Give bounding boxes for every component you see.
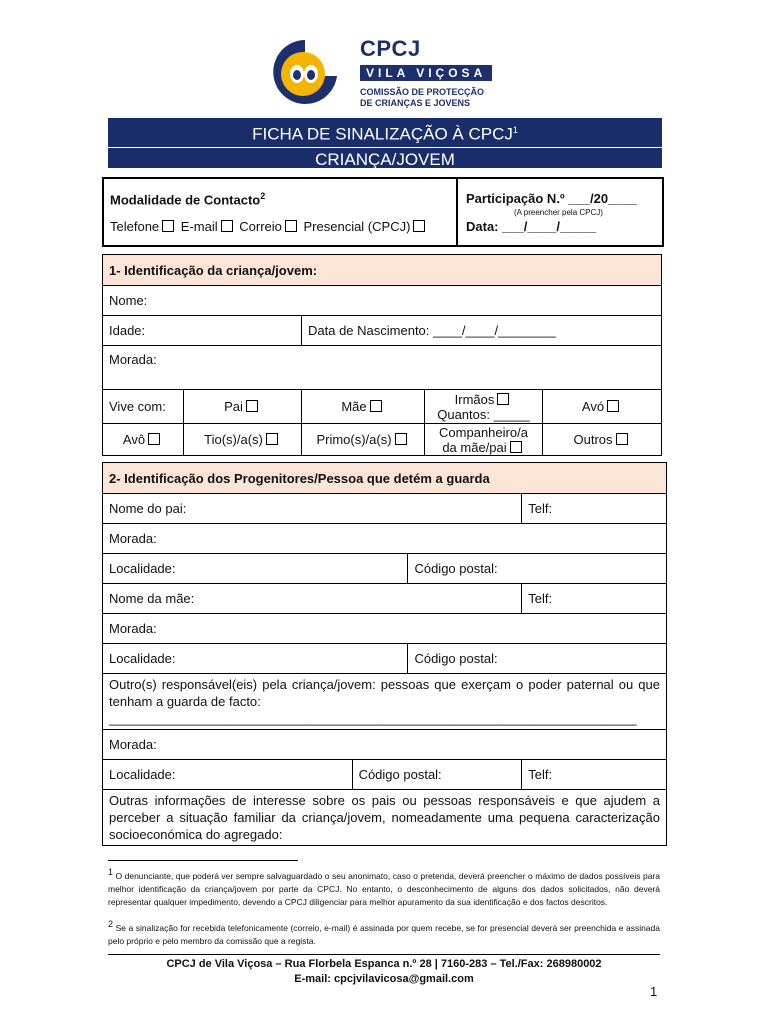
option-presencial-label: Presencial (CPCJ) — [303, 219, 411, 234]
page-footer — [108, 954, 660, 987]
footnote-1: $^1$ O denunciante, que poderá ver sempre salvaguardado o seu anonimato, caso o pretenda, deverá preencher o máximo de dados possíveis para melhor identificação da criança/jovem por parte da CPCJ. No entanto, o desconhecimento de alguns dos dados solicitados, não deverá representar qualquer impedimento, devendo a CPCJ diligenciar para melhor apuramento da sua identificação e dos factos descritos. — [108, 867, 660, 907]
modalidade-label: Modalidade de Contacto$^2$ — [110, 191, 266, 208]
footer-email: E-mail: cpcjvilavicosa@gmail.com — [294, 973, 474, 985]
data-field[interactable]: Data: ___/____/_____ — [466, 219, 597, 234]
data-nascimento-field[interactable]: Data de Nascimento: ____/____/________ — [302, 316, 662, 346]
pai-checkbox[interactable] — [246, 400, 258, 412]
idade-field[interactable]: Idade: — [103, 316, 302, 346]
companheiro-option[interactable]: Companheiro/a da mãe/pai — [425, 424, 543, 456]
cpcj-logo-icon — [265, 36, 345, 106]
section1-header: 1- Identificação da criança/jovem: — [103, 255, 662, 286]
brand-block — [360, 36, 492, 109]
contact-mode — [104, 179, 458, 245]
outros-checkbox[interactable] — [616, 433, 628, 445]
nome-field[interactable]: Nome: — [103, 286, 662, 316]
option-correio-label: Correio — [239, 219, 282, 234]
title-line1: FICHA DE SINALIZAÇÃO À CPCJ$^1$ — [108, 118, 662, 148]
localidade-outros-field[interactable]: Localidade: — [103, 760, 353, 790]
brand-line1: COMISSÃO DE PROTECÇÃO — [360, 87, 485, 97]
participacao-note: (A preencher pela CPCJ) — [514, 208, 603, 217]
tios-option[interactable]: Tio(s)/a(s) — [184, 424, 302, 456]
mae-option[interactable]: Mãe — [302, 390, 425, 424]
avo-f-option[interactable]: Avó — [543, 390, 662, 424]
outras-informacoes-field[interactable]: Outras informações de interesse sobre os pais ou pessoas responsáveis e que ajudem a perceber a situação familiar da criança/jovem, nomeadamente uma pequena caracterização socioeconómica do agregado: — [103, 790, 667, 846]
morada-field[interactable]: Morada: — [103, 346, 662, 390]
companheiro-checkbox[interactable] — [510, 441, 522, 453]
presencial-checkbox[interactable] — [413, 220, 425, 232]
vive-com-label: Vive com: — [103, 390, 184, 424]
nome-pai-field[interactable]: Nome do pai: — [103, 494, 522, 524]
quantos-field[interactable]: Quantos: _____ — [437, 406, 530, 422]
option-telefone-label: Telefone — [110, 219, 160, 234]
avo-f-checkbox[interactable] — [607, 400, 619, 412]
footnote-divider — [108, 860, 298, 861]
irmaos-option[interactable]: Irmãos Quantos: _____ — [425, 390, 543, 424]
outros-responsaveis-field[interactable]: Outro(s) responsável(eis) pela criança/jovem: pessoas que exerçam o poder paternal ou que tenham a guarda de facto: _________________________________________________________________________ — [103, 674, 667, 730]
section2-header: 2- Identificação dos Progenitores/Pessoa que detém a guarda — [103, 463, 667, 494]
avo-m-checkbox[interactable] — [148, 433, 160, 445]
primos-checkbox[interactable] — [395, 433, 407, 445]
footnote-2: $^2$ Se a sinalização for recebida telefonicamente (correio, e-mail) é assinada por quem recebe, se for presencial deverá ser preenchida e assinada pelo próprio e pelo membro da comissão que a regista. — [108, 919, 660, 946]
morada-pai-field[interactable]: Morada: — [103, 524, 667, 554]
codigo-postal-mae-field[interactable]: Código postal: — [408, 644, 667, 674]
brand-line2: DE CRIANÇAS E JOVENS — [360, 98, 471, 108]
participacao-field[interactable]: Participação N.º ___/20____ — [466, 191, 637, 206]
section2-table — [102, 462, 667, 846]
title-line2: CRIANÇA/JOVEM — [315, 149, 455, 169]
localidade-pai-field[interactable]: Localidade: — [103, 554, 408, 584]
mae-checkbox[interactable] — [370, 400, 382, 412]
codigo-postal-outros-field[interactable]: Código postal: — [352, 760, 522, 790]
nome-mae-field[interactable]: Nome da mãe: — [103, 584, 522, 614]
primos-option[interactable]: Primo(s)/a(s) — [302, 424, 425, 456]
email-checkbox[interactable] — [221, 220, 233, 232]
telf-outros-field[interactable]: Telf: — [522, 760, 667, 790]
option-email-label: E-mail — [180, 219, 218, 234]
tios-checkbox[interactable] — [266, 433, 278, 445]
footer-address: CPCJ de Vila Viçosa – Rua Florbela Espanca n.º 28 | 7160-283 – Tel./Fax: 268980002 — [166, 958, 602, 970]
brand-subtitle: VILA VIÇOSA — [360, 65, 492, 81]
avo-m-option[interactable]: Avô — [103, 424, 184, 456]
telefone-checkbox[interactable] — [162, 220, 174, 232]
morada-mae-field[interactable]: Morada: — [103, 614, 667, 644]
correio-checkbox[interactable] — [285, 220, 297, 232]
section1-table — [102, 254, 662, 456]
morada-outros-field[interactable]: Morada: — [103, 730, 667, 760]
irmaos-checkbox[interactable] — [497, 393, 509, 405]
pai-option[interactable]: Pai — [184, 390, 302, 424]
page-number: 1 — [650, 984, 658, 999]
brand-title: CPCJ — [360, 36, 421, 61]
codigo-postal-pai-field[interactable]: Código postal: — [408, 554, 667, 584]
telf-mae-field[interactable]: Telf: — [522, 584, 667, 614]
contact-box — [102, 177, 664, 247]
participacao-block — [458, 179, 662, 245]
outros-option[interactable]: Outros — [543, 424, 662, 456]
telf-pai-field[interactable]: Telf: — [522, 494, 667, 524]
title-banner — [108, 118, 662, 168]
contact-options — [110, 219, 428, 234]
localidade-mae-field[interactable]: Localidade: — [103, 644, 408, 674]
